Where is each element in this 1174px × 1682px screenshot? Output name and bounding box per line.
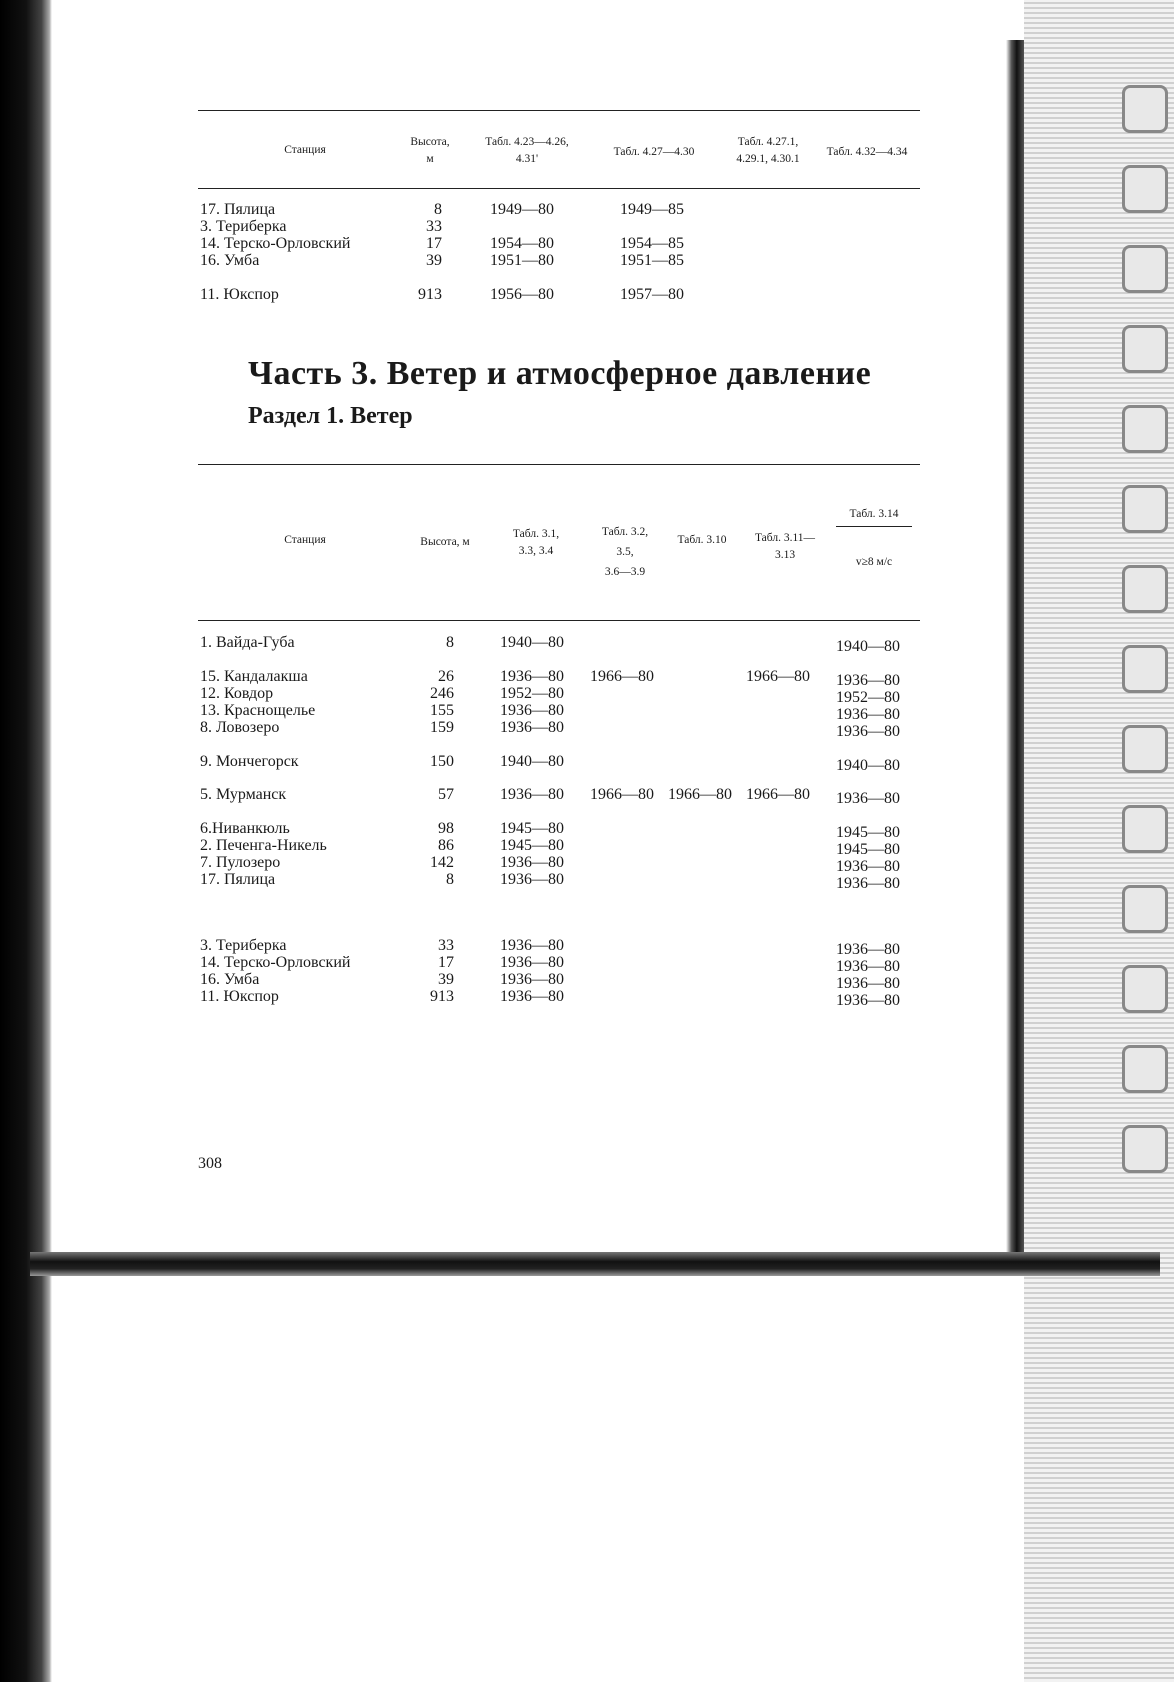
binder-ring (1122, 405, 1168, 453)
table1-height: 8 (434, 201, 442, 218)
table2-period-3: 1966—80 (668, 786, 732, 803)
table2-height: 98 (438, 820, 454, 837)
table1-header-height: Высота, м (410, 136, 450, 165)
table2-height: 142 (430, 854, 454, 871)
table2-header-station: Станция (284, 534, 326, 546)
table1-period-1: 1956—80 (490, 286, 554, 303)
table2-period-1: 1936—80 (500, 702, 564, 719)
table1-header-rule (198, 188, 920, 189)
table2-period-5: 1940—80 (836, 757, 900, 774)
table2-period-5: 1936—80 (836, 941, 900, 958)
table2-period-1: 1936—80 (500, 668, 564, 685)
table2-height: 8 (446, 634, 454, 651)
table1-period-1: 1954—80 (490, 235, 554, 252)
table2-period-1: 1936—80 (500, 786, 564, 803)
table2-height: 33 (438, 937, 454, 954)
table1-period-2: 1951—85 (620, 252, 684, 269)
binder-ring (1122, 725, 1168, 773)
table2-header-rule (198, 620, 920, 621)
table2-header-t4: Табл. 3.11— 3.13 (754, 532, 816, 561)
table2-period-5: 1936—80 (836, 723, 900, 740)
table1-header-station: Станция (284, 144, 326, 156)
table2-period-1: 1936—80 (500, 854, 564, 871)
table2-station: 1. Вайда-Губа (200, 634, 295, 651)
table2-period-1: 1945—80 (500, 820, 564, 837)
table1-height: 913 (418, 286, 442, 303)
table2-period-5: 1945—80 (836, 824, 900, 841)
table2-station: 3. Териберка (200, 937, 287, 954)
table2-period-2: 1966—80 (590, 786, 654, 803)
table2-station: 7. Пулозеро (200, 854, 281, 871)
page-edge-shadow (1006, 40, 1024, 1270)
table2-height: 155 (430, 702, 454, 719)
table2-period-1: 1952—80 (500, 685, 564, 702)
table1-station: 11. Юкспор (200, 286, 279, 303)
binder-ring (1122, 565, 1168, 613)
table1-header-t4: Табл. 4.32—4.34 (826, 146, 908, 158)
table2-period-5: 1936—80 (836, 790, 900, 807)
table1-height: 17 (426, 235, 442, 252)
table2-station: 8. Ловозеро (200, 719, 280, 736)
binder-ring (1122, 965, 1168, 1013)
table1-period-1: 1951—80 (490, 252, 554, 269)
scan-bottom-shadow (30, 1252, 1160, 1276)
table2-header-t5: Табл. 3.14 (849, 508, 899, 520)
table2-height: 57 (438, 786, 454, 803)
table2-period-5: 1936—80 (836, 858, 900, 875)
table2-period-1: 1945—80 (500, 837, 564, 854)
table2-station: 6.Ниванкюль (200, 820, 290, 837)
table2-station: 17. Пялица (200, 871, 276, 888)
table2-height: 150 (430, 753, 454, 770)
table2-station: 12. Ковдор (200, 685, 274, 702)
table1-period-2: 1949—85 (620, 201, 684, 218)
table2-header-t1: Табл. 3.1, 3.3, 3.4 (512, 528, 560, 557)
table2-period-1: 1936—80 (500, 871, 564, 888)
table2-top-rule (198, 464, 920, 465)
table2-period-1: 1936—80 (500, 954, 564, 971)
part-title: Часть 3. Ветер и атмосферное давление (248, 355, 872, 392)
table2-period-5: 1952—80 (836, 689, 900, 706)
binder-ring (1122, 165, 1168, 213)
table2-station: 15. Кандалакша (200, 668, 308, 685)
table2-period-1: 1936—80 (500, 971, 564, 988)
binder-ring (1122, 885, 1168, 933)
table2-station: 16. Умба (200, 971, 260, 988)
table2-header-t3: Табл. 3.10 (677, 534, 727, 546)
table2-height: 86 (438, 837, 454, 854)
table1-header-t2: Табл. 4.27—4.30 (613, 146, 695, 158)
table2-station: 5. Мурманск (200, 786, 287, 803)
table1-period-1: 1949—80 (490, 201, 554, 218)
table2-height: 39 (438, 971, 454, 988)
table2-height: 8 (446, 871, 454, 888)
binder-ring (1122, 245, 1168, 293)
table2-period-2: 1966—80 (590, 668, 654, 685)
table2-station: 11. Юкспор (200, 988, 279, 1005)
table2-period-1: 1940—80 (500, 753, 564, 770)
binder-ring (1122, 1125, 1168, 1173)
table2-period-5: 1940—80 (836, 638, 900, 655)
scan-binding-shadow (0, 0, 52, 1682)
table1-height: 39 (426, 252, 442, 269)
table2-period-5: 1936—80 (836, 706, 900, 723)
table2-period-5: 1936—80 (836, 958, 900, 975)
binder-ring (1122, 85, 1168, 133)
table2-period-1: 1936—80 (500, 719, 564, 736)
table2-period-1: 1940—80 (500, 634, 564, 651)
binder-ring (1122, 485, 1168, 533)
table1-header-t3: Табл. 4.27.1, 4.29.1, 4.30.1 (736, 136, 800, 165)
table1-station: 16. Умба (200, 252, 260, 269)
page-number: 308 (198, 1155, 222, 1172)
table2-header-t5-sub: v≥8 м/с (855, 556, 893, 568)
table1-height: 33 (426, 218, 442, 235)
table1-station: 17. Пялица (200, 201, 276, 218)
table2-height: 26 (438, 668, 454, 685)
binder-ring (1122, 1045, 1168, 1093)
table2-header-t2: Табл. 3.2, 3.5, 3.6—3.9 (601, 526, 649, 578)
table2-period-1: 1936—80 (500, 937, 564, 954)
table2-period-5: 1936—80 (836, 672, 900, 689)
table2-period-1: 1936—80 (500, 988, 564, 1005)
table2-period-5: 1936—80 (836, 992, 900, 1009)
table2-period-5: 1936—80 (836, 875, 900, 892)
table2-header-height: Высота, м (420, 536, 470, 548)
table1-period-2: 1957—80 (620, 286, 684, 303)
table2-station: 14. Терско-Орловский (200, 954, 351, 971)
table2-height: 246 (430, 685, 454, 702)
section-title: Раздел 1. Ветер (248, 403, 413, 429)
table2-header-t5-rule (836, 526, 912, 527)
table1-header-t1: Табл. 4.23—4.26, 4.31' (485, 136, 569, 165)
table1-top-rule (198, 110, 920, 111)
table1-station: 14. Терско-Орловский (200, 235, 351, 252)
table2-period-5: 1945—80 (836, 841, 900, 858)
table2-period-4: 1966—80 (746, 668, 810, 685)
table2-station: 2. Печенга-Никель (200, 837, 327, 854)
table1-station: 3. Териберка (200, 218, 287, 235)
table2-height: 159 (430, 719, 454, 736)
table2-period-4: 1966—80 (746, 786, 810, 803)
binder-ring (1122, 325, 1168, 373)
table2-station: 9. Мончегорск (200, 753, 299, 770)
table2-period-5: 1936—80 (836, 975, 900, 992)
binder-ring (1122, 805, 1168, 853)
table2-height: 913 (430, 988, 454, 1005)
table1-period-2: 1954—85 (620, 235, 684, 252)
table2-station: 13. Краснощелье (200, 702, 316, 719)
binder-ring (1122, 645, 1168, 693)
table2-height: 17 (438, 954, 454, 971)
